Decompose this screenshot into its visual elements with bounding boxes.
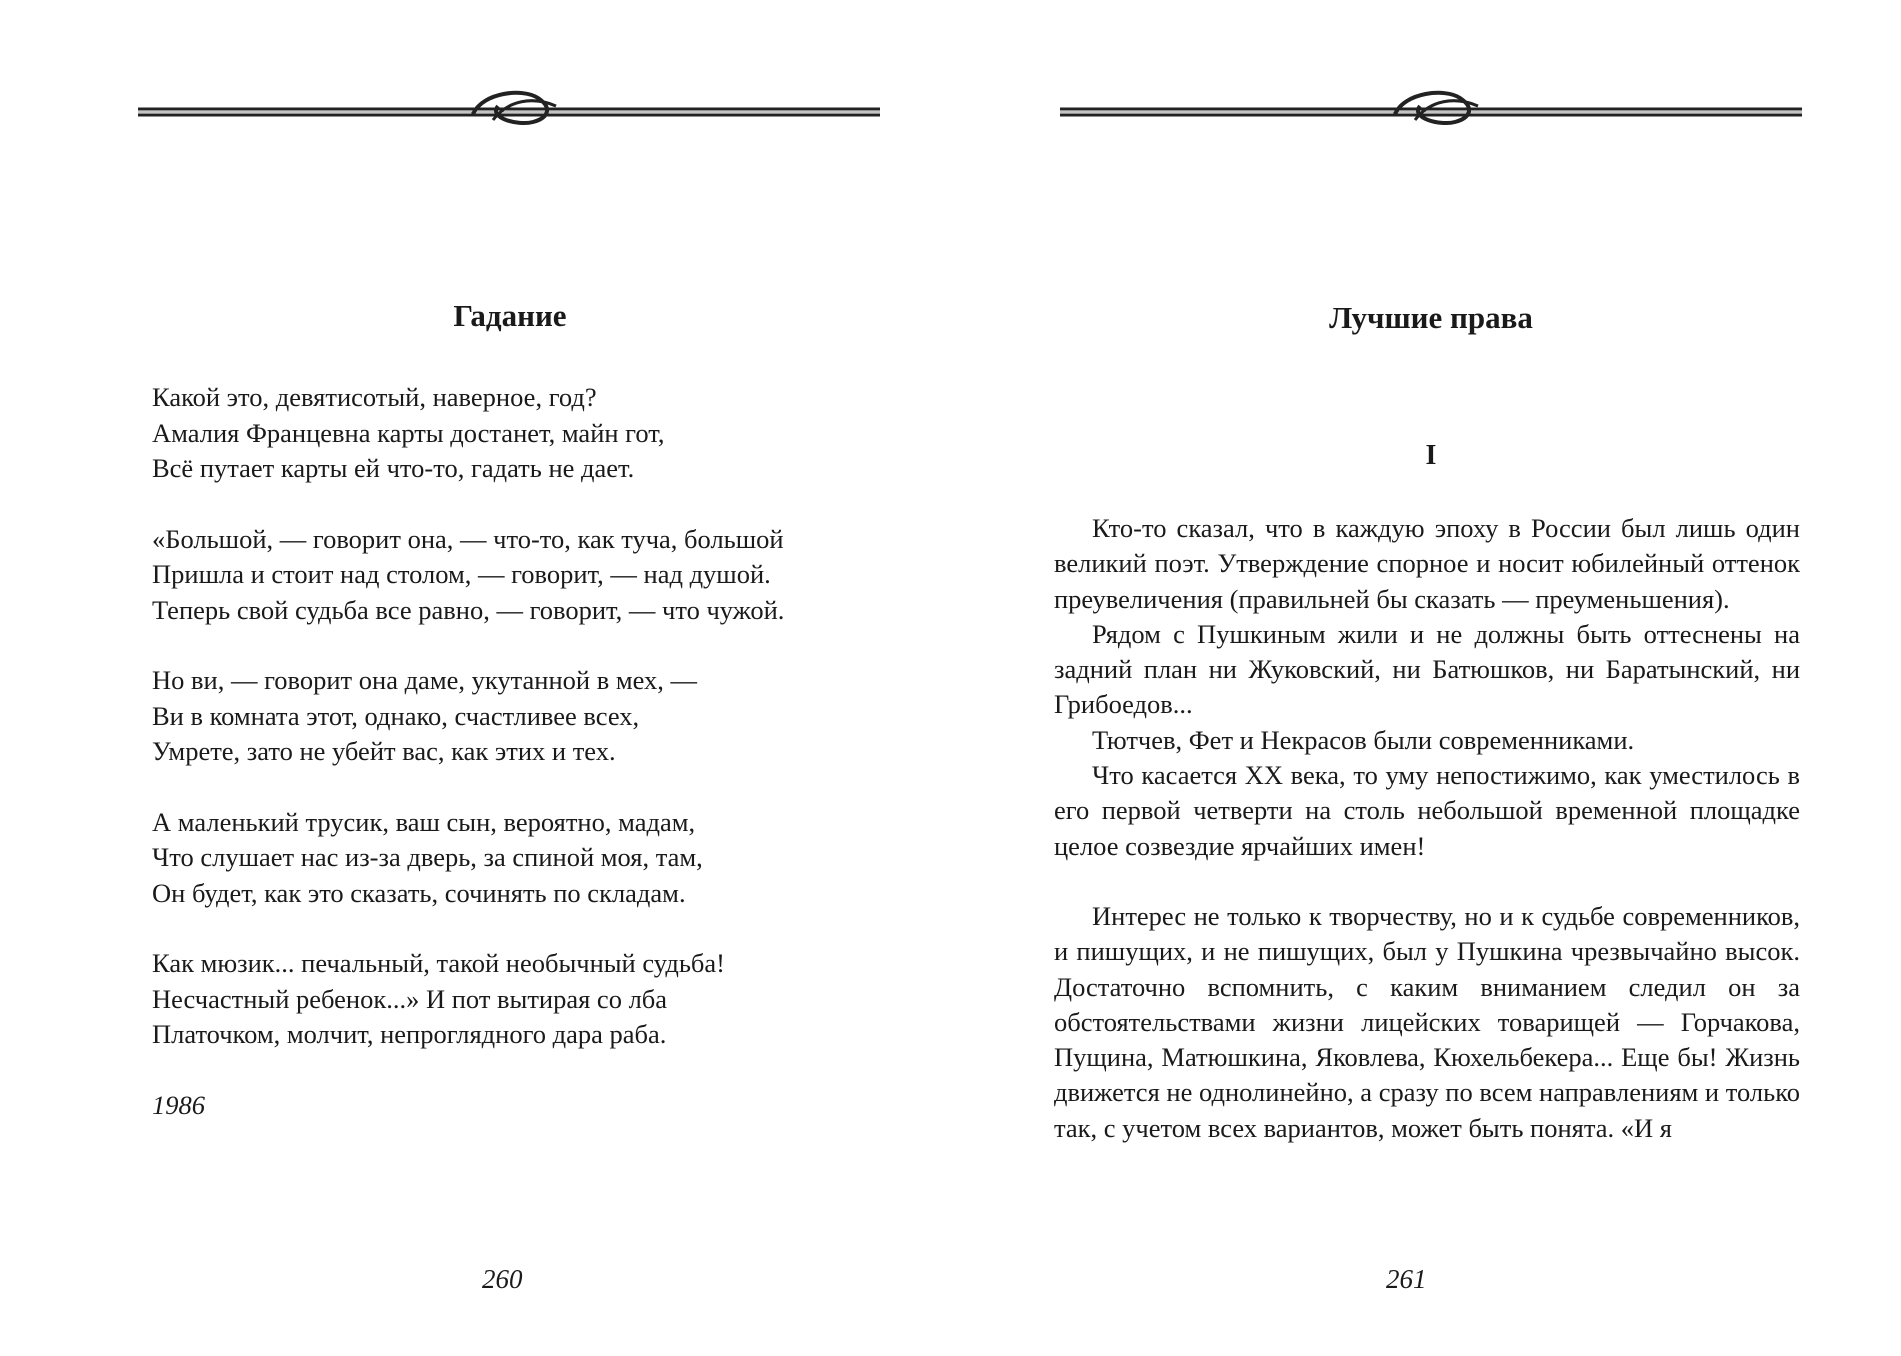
stanza xyxy=(152,663,892,770)
poem-line: Несчастный ребенок...» И пот вытирая со лба xyxy=(152,983,668,1014)
poem-line: Что слушает нас из-за дверь, за спиной моя, там, xyxy=(152,842,703,872)
essay-title: Лучшие права xyxy=(1329,300,1533,335)
poem-date: 1986 xyxy=(152,1089,205,1120)
poem-line: «Большой, — говорит она, — что-то, как туча, большой xyxy=(152,523,784,554)
twisted-rule-icon xyxy=(1060,84,1802,130)
header-ornament xyxy=(138,84,880,130)
stanza xyxy=(152,380,892,487)
paragraph: Рядом с Пушкиным жили и не должны быть оттеснены на задний план ни Жуковский, ни Батюшков, ни Баратынский, ни Грибоедов... xyxy=(1054,618,1800,720)
left-page xyxy=(0,0,950,1356)
poem-line: Как мюзик... печальный, такой необычный судьба! xyxy=(152,948,725,978)
twisted-rule-icon xyxy=(138,84,880,130)
page-number: 261 xyxy=(1386,1264,1427,1294)
paragraph: Тютчев, Фет и Некрасов были современниками. xyxy=(1092,724,1635,755)
paragraph: Кто-то сказал, что в каждую эпоху в России был лишь один великий поэт. Утверждение спорное и носит юбилейный оттенок преувеличения (правильней бы сказать — преуменьшения). xyxy=(1054,513,1800,614)
poem-line: Всё путает карты ей что-то, гадать не дает. xyxy=(152,453,635,483)
poem-line: Но ви, — говорит она даме, укутанной в мех, — xyxy=(152,665,698,695)
poem-line: Пришла и стоит над столом, — говорит, — над душой. xyxy=(152,559,771,589)
right-page xyxy=(950,0,1901,1356)
poem-title: Гадание xyxy=(453,298,567,333)
essay-body xyxy=(1054,511,1800,1146)
poem-body xyxy=(152,380,892,1123)
paragraph: Интерес не только к творчеству, но и к судьбе современников, и пишущих, и не пишущих, был у Пушкина чрезвычайно высок. Достаточно вспомнить, с каким вниманием следил он за обстоятельствами жизни лицейских товарищей — Горчакова, Пущина, Матюшкина, Яковлева, Кюхельбекера... Еще бы! Жизнь движется не однолинейно, а сразу по всем направлениям и только так, с учетом всех вариантов, может быть понята. «И я xyxy=(1054,900,1800,1143)
poem-line: Умрете, зато не убейт вас, как этих и тех. xyxy=(152,736,616,766)
section-number: I xyxy=(1425,440,1437,471)
stanza xyxy=(152,522,892,629)
poem-line: Какой это, девятисотый, наверное, год? xyxy=(152,382,597,412)
stanza xyxy=(152,805,892,912)
poem-line: Ви в комната этот, однако, счастливее всех, xyxy=(152,700,640,731)
poem-line: Теперь свой судьба все равно, — говорит, — что чужой. xyxy=(152,594,785,625)
poem-line: Платочком, молчит, непроглядного дара раба. xyxy=(152,1019,667,1049)
poem-line: Он будет, как это сказать, сочинять по складам. xyxy=(152,877,686,908)
page-number: 260 xyxy=(482,1264,523,1294)
stanza xyxy=(152,946,892,1053)
paragraph: Что касается XX века, то уму непостижимо, как уместилось в его первой четверти на столь небольшой временной площадке целое созвездие ярчайших имен! xyxy=(1054,760,1800,861)
poem-line: Амалия Францевна карты достанет, майн гот, xyxy=(152,417,665,448)
header-ornament xyxy=(1060,84,1802,130)
poem-line: А маленький трусик, ваш сын, вероятно, мадам, xyxy=(152,806,696,837)
